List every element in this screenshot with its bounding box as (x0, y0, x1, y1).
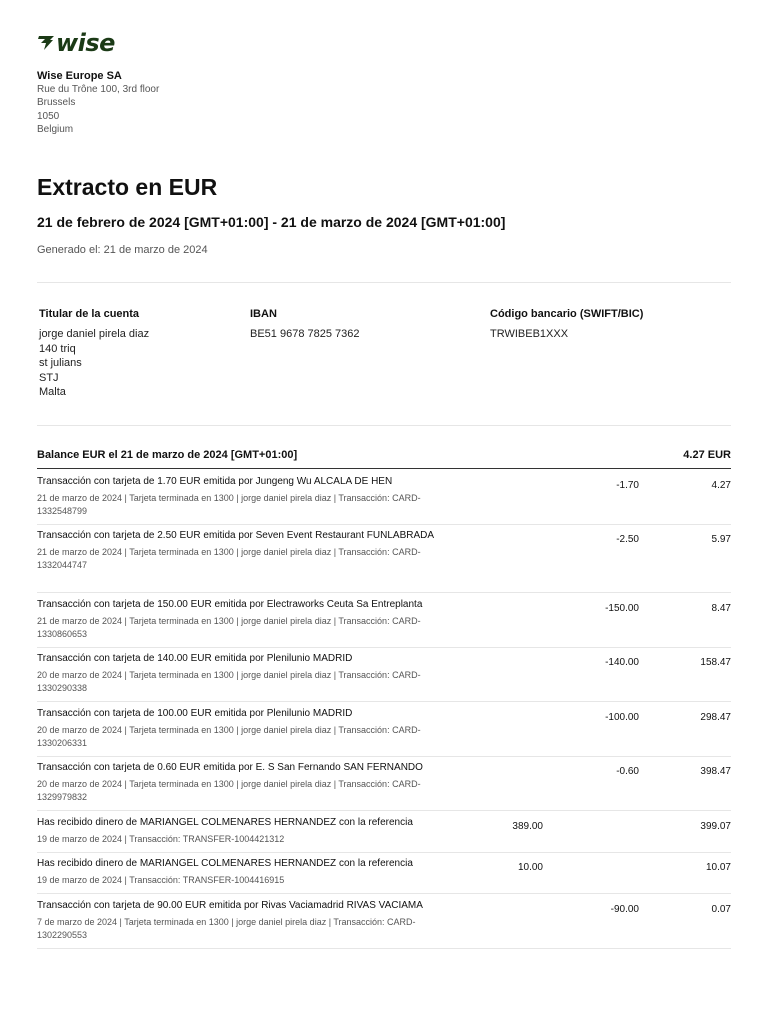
transaction-description-block (37, 857, 447, 887)
company-address-line: 1050 (37, 110, 60, 122)
transaction-balance: 4.27 (711, 480, 731, 491)
transaction-meta: 20 de marzo de 2024 | Tarjeta terminada en 1300 | jorge daniel pirela diaz | Transacción: CARD-1330206331 (37, 724, 421, 748)
company-address-block (37, 69, 337, 136)
transaction-meta: 20 de marzo de 2024 | Tarjeta terminada en 1300 | jorge daniel pirela diaz | Transacción: CARD-1329979832 (37, 778, 421, 802)
iban-value: BE51 9678 7825 7362 (250, 328, 360, 340)
transaction-description-block (37, 598, 447, 642)
transaction-meta: 7 de marzo de 2024 | Tarjeta terminada en 1300 | jorge daniel pirela diaz | Transacción: CARD-1302290553 (37, 916, 416, 940)
transaction-description-block (37, 761, 447, 805)
balance-header (37, 447, 731, 469)
transaction-meta: 21 de marzo de 2024 | Tarjeta terminada en 1300 | jorge daniel pirela diaz | Transacción: CARD-1332044747 (37, 546, 421, 570)
transaction-outgoing: -150.00 (605, 603, 639, 614)
transaction-row (37, 598, 731, 648)
transaction-description: Has recibido dinero de MARIANGEL COLMENARES HERNANDEZ con la referencia (37, 817, 413, 828)
transaction-balance: 158.47 (700, 657, 731, 668)
holder-label: Titular de la cuenta (39, 308, 140, 320)
bic-value: TRWIBEB1XXX (490, 328, 569, 340)
transaction-balance: 399.07 (700, 821, 731, 832)
generated-date: Generado el: 21 de marzo de 2024 (37, 244, 208, 256)
transaction-description: Transacción con tarjeta de 140.00 EUR emitida por Plenilunio MADRID (37, 653, 353, 664)
transaction-balance: 298.47 (700, 712, 731, 723)
transaction-description: Transacción con tarjeta de 2.50 EUR emitida por Seven Event Restaurant FUNLABRADA (37, 530, 435, 541)
transaction-incoming: 389.00 (512, 821, 543, 832)
transaction-description: Transacción con tarjeta de 150.00 EUR emitida por Electraworks Ceuta Sa Entreplanta (37, 599, 423, 610)
transaction-description-block (37, 899, 447, 943)
transaction-meta: 19 de marzo de 2024 | Transacción: TRANSFER-1004416915 (37, 874, 285, 885)
iban-label: IBAN (250, 308, 277, 320)
iban-block (250, 307, 470, 342)
transaction-row (37, 899, 731, 949)
transaction-row (37, 707, 731, 757)
transaction-description: Has recibido dinero de MARIANGEL COLMENARES HERNANDEZ con la referencia (37, 858, 413, 869)
transaction-balance: 398.47 (700, 766, 731, 777)
transaction-description-block (37, 652, 447, 696)
transaction-description-block (37, 475, 447, 519)
transaction-row (37, 857, 731, 894)
holder-line: Malta (39, 386, 66, 399)
transaction-outgoing: -100.00 (605, 712, 639, 723)
transaction-description: Transacción con tarjeta de 1.70 EUR emitida por Jungeng Wu ALCALA DE HEN (37, 476, 393, 487)
transaction-description: Transacción con tarjeta de 90.00 EUR emitida por Rivas Vaciamadrid RIVAS VACIAMA (37, 900, 423, 911)
bic-block (490, 307, 720, 342)
statement-title: Extracto en EUR (37, 174, 218, 200)
transaction-row (37, 529, 731, 593)
transaction-outgoing: -2.50 (616, 534, 639, 545)
transaction-outgoing: -140.00 (605, 657, 639, 668)
company-address-line: Belgium (37, 123, 74, 135)
transaction-balance: 10.07 (705, 862, 731, 873)
divider (37, 425, 731, 426)
balance-label: Balance EUR el 21 de marzo de 2024 [GMT+01:00] (37, 449, 298, 461)
transaction-balance: 5.97 (711, 534, 731, 545)
transaction-outgoing: -0.60 (616, 766, 639, 777)
company-address-line: Brussels (37, 97, 76, 109)
holder-line: STJ (39, 371, 59, 384)
transaction-meta: 21 de marzo de 2024 | Tarjeta terminada en 1300 | jorge daniel pirela diaz | Transacción: CARD-1332548799 (37, 492, 421, 516)
divider (37, 282, 731, 283)
transaction-outgoing: -1.70 (616, 480, 639, 491)
statement-period: 21 de febrero de 2024 [GMT+01:00] - 21 de marzo de 2024 [GMT+01:00] (37, 214, 506, 230)
transaction-description: Transacción con tarjeta de 100.00 EUR emitida por Plenilunio MADRID (37, 708, 353, 719)
company-name: Wise Europe SA (37, 70, 122, 82)
transaction-description-block (37, 529, 447, 573)
holder-line: 140 triq (39, 342, 76, 355)
wise-flag-icon (37, 33, 55, 53)
transaction-balance: 8.47 (711, 603, 731, 614)
bic-label: Código bancario (SWIFT/BIC) (490, 308, 644, 320)
transaction-meta: 19 de marzo de 2024 | Transacción: TRANSFER-1004421312 (37, 833, 285, 844)
transaction-row (37, 761, 731, 811)
transaction-meta: 21 de marzo de 2024 | Tarjeta terminada en 1300 | jorge daniel pirela diaz | Transacción: CARD-1330860653 (37, 615, 421, 639)
holder-line: jorge daniel pirela diaz (39, 328, 150, 340)
holder-line: st julians (39, 357, 82, 370)
balance-total: 4.27 EUR (683, 449, 731, 461)
transaction-row (37, 652, 731, 702)
transaction-meta: 20 de marzo de 2024 | Tarjeta terminada en 1300 | jorge daniel pirela diaz | Transacción: CARD-1330290338 (37, 669, 421, 693)
transaction-balance: 0.07 (711, 904, 731, 915)
transaction-description-block (37, 707, 447, 751)
transaction-row (37, 475, 731, 525)
transaction-outgoing: -90.00 (610, 904, 639, 915)
transaction-description-block (37, 816, 447, 846)
logo-text: wise (56, 29, 115, 57)
transaction-row (37, 816, 731, 853)
transaction-incoming: 10.00 (517, 862, 543, 873)
company-address-line: Rue du Trône 100, 3rd floor (37, 84, 160, 95)
account-holder-block (39, 307, 239, 400)
wise-logo (37, 29, 115, 57)
transaction-description: Transacción con tarjeta de 0.60 EUR emitida por E. S San Fernando SAN FERNANDO (37, 762, 423, 773)
